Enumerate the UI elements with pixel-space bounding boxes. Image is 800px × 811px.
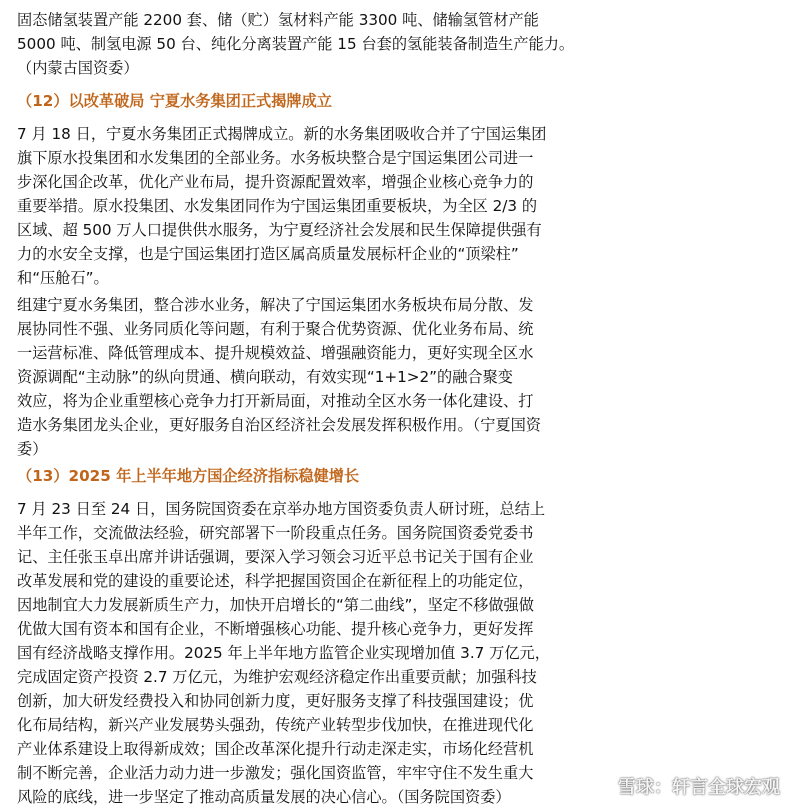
text-line: 一运营标准、降低管理成本、提升规模效益、增强融资能力，更好实现全区水 xyxy=(17,344,534,362)
text-line: 委） xyxy=(17,440,48,458)
text-line: 制不断完善，企业活力动力进一步激发；强化国资监管，牢牢守住不发生重大 xyxy=(17,764,534,782)
text-line: 固态储氢装置产能 2200 套、储（贮）氢材料产能 3300 吨、储输氢管材产能 xyxy=(17,11,539,29)
text-line: 风险的底线，进一步坚定了推动高质量发展的决心信心。（国务院国资委） xyxy=(17,788,511,806)
text-line: 记、主任张玉卓出席并讲话强调，要深入学习领会习近平总书记关于国有企业 xyxy=(17,548,534,566)
text-line: 资源调配“主动脉”的纵向贯通、横向联动，有效实现“1+1>2”的融合聚变 xyxy=(17,368,513,386)
text-line: 效应，将为企业重塑核心竞争力打开新局面，对推动全区水务一体化建设、打 xyxy=(17,392,534,410)
text-line: 完成固定资产投资 2.7 万亿元，为维护宏观经济稳定作出重要贡献；加强科技 xyxy=(17,668,537,686)
text-line: 国有经济战略支撑作用。2025 年上半年地方监管企业实现增加值 3.7 万亿元， xyxy=(17,644,550,662)
text-line: 改革发展和党的建设的重要论述，科学把握国资国企在新征程上的功能定位， xyxy=(17,572,534,590)
section-heading-13: （13）2025 年上半年地方国企经济指标稳健增长 xyxy=(17,467,360,485)
text-line: 半年工作，交流做法经验，研究部署下一阶段重点任务。国务院国资委党委书 xyxy=(17,524,534,542)
text-line: 重要举措。原水投集团、水发集团同作为宁国运集团重要板块，为全区 2/3 的 xyxy=(17,197,538,215)
text-line: 产业体系建设上取得新成效；国企改革深化提升行动走深走实，市场化经营机 xyxy=(17,740,534,758)
text-line: 和“压舱石”。 xyxy=(17,269,109,287)
watermark: 雪球：轩言全球宏观 xyxy=(618,777,780,798)
text-line: 区域、超 500 万人口提供供水服务，为宁夏经济社会发展和民生保障提供强有 xyxy=(17,221,542,239)
text-line: 展协同性不强、业务同质化等问题，有利于聚合优势资源、优化业务布局、统 xyxy=(17,320,534,338)
text-line: 因地制宜大力发展新质生产力，加快开启增长的“第二曲线”，坚定不移做强做 xyxy=(17,596,534,614)
text-line: 7 月 23 日至 24 日，国务院国资委在京举办地方国资委负责人研讨班，总结上 xyxy=(17,500,546,518)
section-heading-12: （12）以改革破局 宁夏水务集团正式揭牌成立 xyxy=(17,92,332,110)
text-line: 造水务集团龙头企业，更好服务自治区经济社会发展发挥积极作用。（宁夏国资 xyxy=(17,416,541,434)
text-line: 力的水安全支撑，也是宁国运集团打造区属高质量发展标杆企业的“顶梁柱” xyxy=(17,245,519,263)
text-line: 化布局结构，新兴产业发展势头强劲，传统产业转型步伐加快，在推进现代化 xyxy=(17,716,534,734)
text-line: 组建宁夏水务集团，整合涉水业务，解决了宁国运集团水务板块布局分散、发 xyxy=(17,296,534,314)
text-line: 7 月 18 日，宁夏水务集团正式揭牌成立。新的水务集团吸收合并了宁国运集团 xyxy=(17,125,547,143)
text-line: （内蒙古国资委） xyxy=(17,59,139,77)
text-line: 5000 吨、制氢电源 50 台、纯化分离装置产能 15 台套的氢能装备制造生产能力。 xyxy=(17,35,575,53)
text-line: 优做大国有资本和国有企业，不断增强核心功能、提升核心竞争力，更好发挥 xyxy=(17,620,534,638)
text-line: 旗下原水投集团和水发集团的全部业务。水务板块整合是宁国运集团公司进一 xyxy=(17,149,534,167)
text-line: 步深化国企改革，优化产业布局，提升资源配置效率，增强企业核心竞争力的 xyxy=(17,173,534,191)
text-line: 创新，加大研发经费投入和协同创新力度，更好服务支撑了科技强国建设；优 xyxy=(17,692,534,710)
